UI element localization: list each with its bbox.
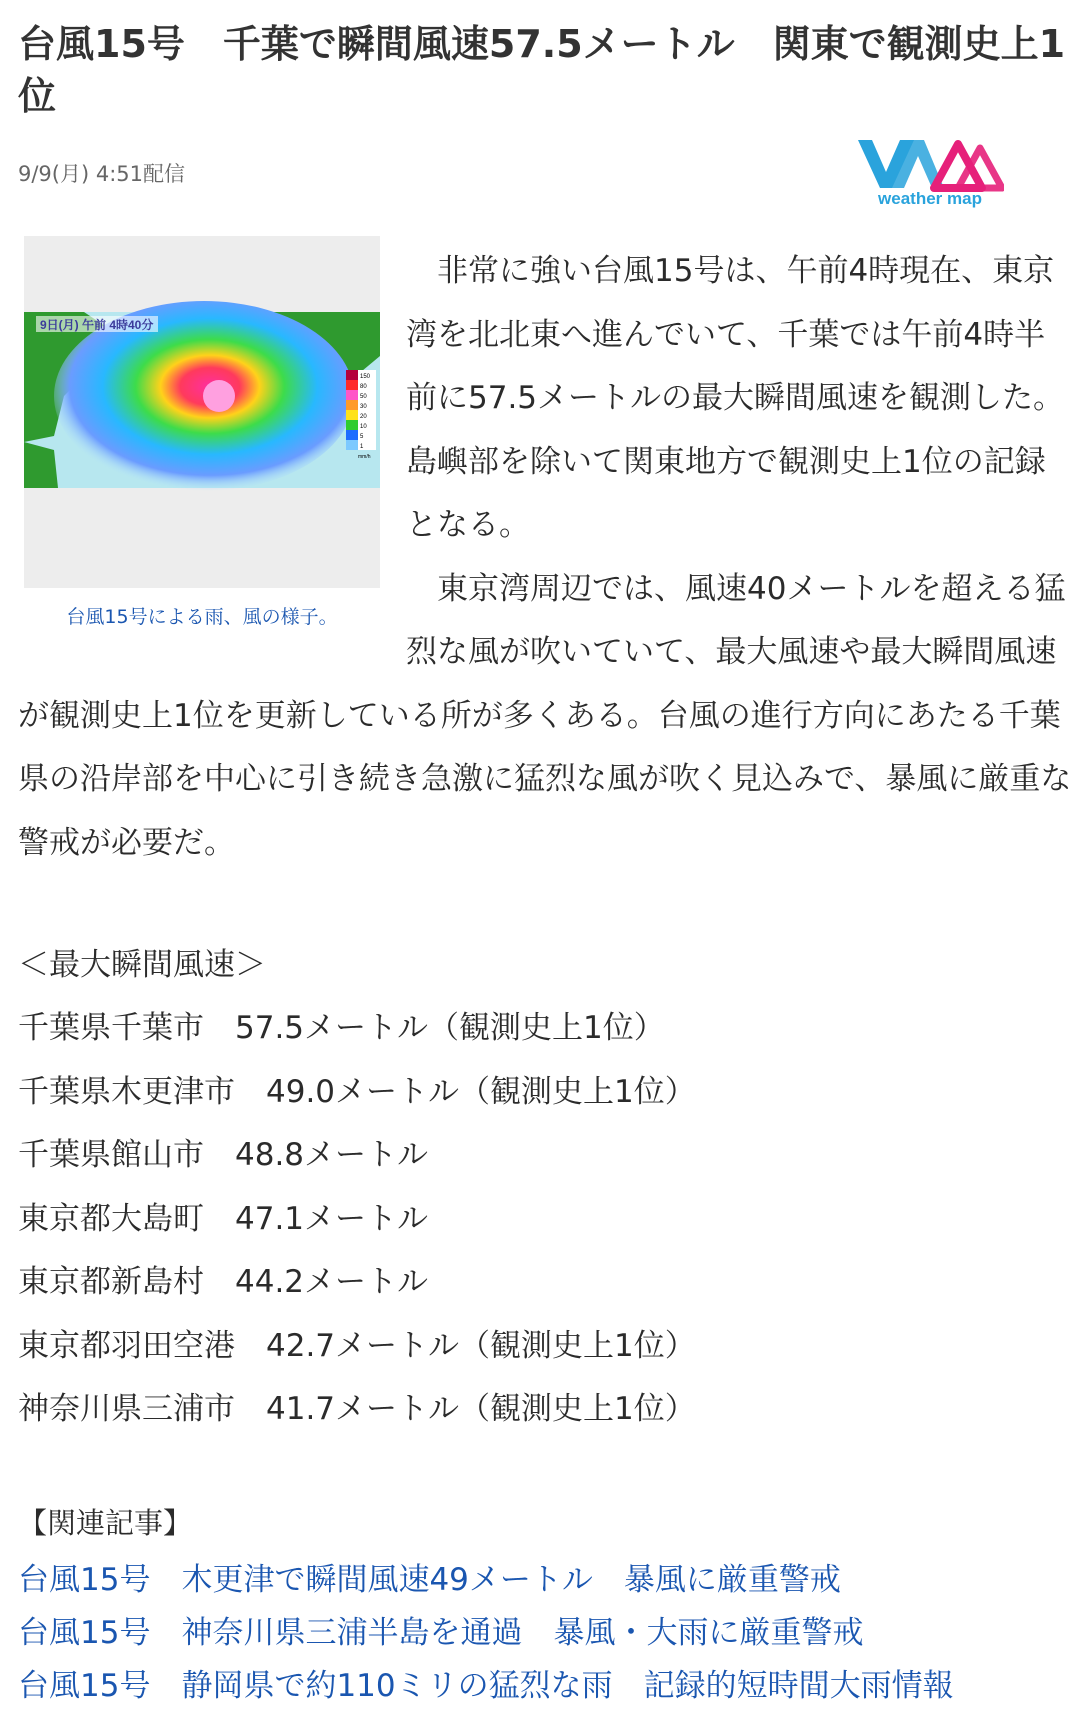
svg-text:5: 5	[360, 434, 364, 440]
related-link[interactable]: 台風15号 静岡県で約110ミリの猛烈な雨 記録的短時間大雨情報	[18, 1668, 954, 1704]
list-item: 神奈川県三浦市 41.7メートル（観測史上1位）	[18, 1391, 696, 1427]
list-item: 千葉県館山市 48.8メートル	[18, 1137, 429, 1173]
figure-caption: 台風15号による雨、風の様子。	[66, 606, 338, 628]
svg-text:50: 50	[360, 394, 367, 400]
list-item: 東京都羽田空港 42.7メートル（観測史上1位）	[18, 1327, 696, 1364]
svg-text:10: 10	[360, 424, 367, 430]
weather-map-logo[interactable]	[858, 136, 1004, 210]
list-item: 千葉県木更津市 49.0メートル（観測史上1位）	[18, 1073, 696, 1110]
gust-heading: ＜最大瞬間風速＞	[18, 947, 266, 983]
list-item: 東京都大島町 47.1メートル	[18, 1200, 429, 1237]
svg-text:mm/h: mm/h	[358, 454, 371, 460]
list-item: 千葉県千葉市 57.5メートル（観測史上1位）	[18, 1010, 665, 1046]
svg-text:150: 150	[360, 374, 371, 380]
article-title: 台風15号 千葉で瞬間風速57.5メートル 関東で観測史上1位	[18, 22, 1066, 118]
related-link[interactable]: 台風15号 木更津で瞬間風速49メートル 暴風に厳重警戒	[18, 1562, 841, 1598]
svg-text:80: 80	[360, 384, 367, 390]
svg-text:30: 30	[360, 404, 367, 410]
svg-text:20: 20	[360, 414, 367, 420]
list-item	[18, 1554, 954, 1607]
list-item	[18, 1607, 954, 1660]
map-time-label: 9日(月) 午前 4時40分	[40, 318, 154, 332]
gust-list	[18, 997, 696, 1442]
list-item	[18, 1660, 954, 1713]
related-articles	[18, 1554, 954, 1713]
list-item: 東京都新島村 44.2メートル	[18, 1264, 429, 1300]
related-heading: 【関連記事】	[18, 1506, 193, 1540]
svg-text:1: 1	[360, 444, 364, 450]
related-link[interactable]: 台風15号 神奈川県三浦半島を通過 暴風・大雨に厳重警戒	[18, 1615, 864, 1651]
article-body	[18, 240, 1076, 875]
logo-text: weather map	[878, 189, 982, 208]
paragraph: 非常に強い台風15号は、午前4時現在、東京湾を北北東へ進んでいて、千葉では午前4時半前に57.5メートルの最大瞬間風速を観測した。島嶼部を除いて関東地方で観測史上1位の記録となる。	[406, 253, 1065, 543]
paragraph: 東京湾周辺では、風速40メートルを超える猛烈な風が吹いていて、最大風速や最大瞬間風速が観測史上1位を更新している所が多くある。台風の進行方向にあたる千葉県の沿岸部を中心に引き続き急激に猛烈な風が吹く見込みで、暴風に厳重な警戒が必要だ。	[18, 570, 1072, 861]
publish-date: 9/9(月) 4:51配信	[18, 162, 186, 186]
